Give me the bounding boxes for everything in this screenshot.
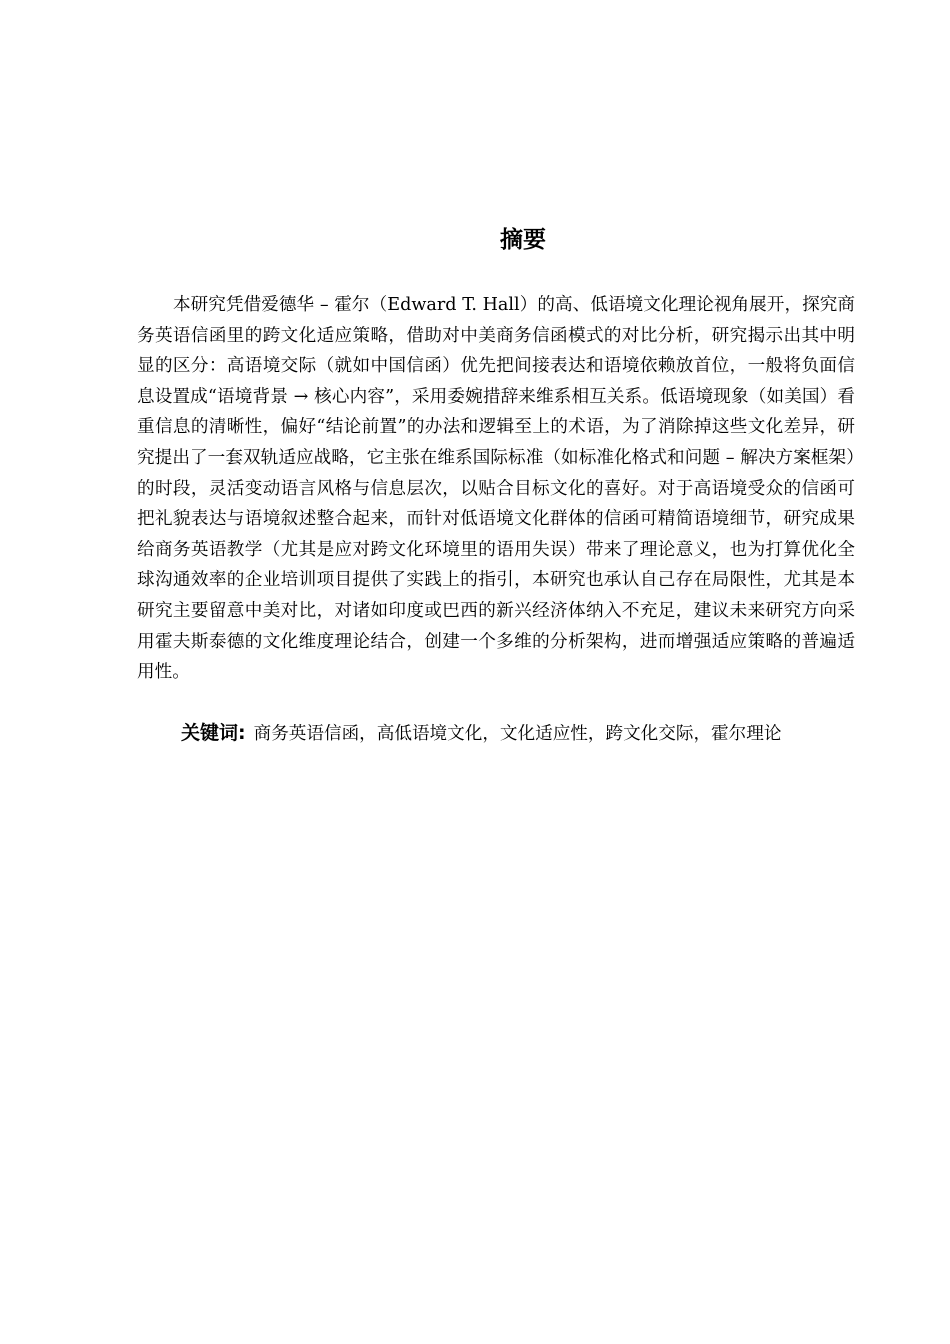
keywords-text: 商务英语信函，高低语境文化，文化适应性，跨文化交际，霍尔理论 bbox=[253, 724, 782, 744]
abstract-body: 本研究凭借爱德华 – 霍尔（Edward T. Hall）的高、低语境文化理论视角展开，探究商务英语信函里的跨文化适应策略，借助对中美商务信函模式的对比分析，研究揭示出其中明显的区分：高语境交际（就如中国信函）优先把间接表达和语境依赖放首位，一般将负面信息设置成“语境背景 → 核心内容”，采用委婉措辞来维系相互关系。低语境现象（如美国）看重信息的清晰性，偏好“结论前置”的办法和逻辑至上的术语，为了消除掉这些文化差异，研究提出了一套双轨适应战略，它主张在维系国际标准（如标准化格式和问题 – 解决方案框架）的时段，灵活变动语言风格与信息层次，以贴合目标文化的喜好。对于高语境受众的信函可把礼貌表达与语境叙述整合起来，而针对低语境文化群体的信函可精简语境细节，研究成果给商务英语教学（尤其是应对跨文化环境里的语用失误）带来了理论意义，也为打算优化全球沟通效率的企业培训项目提供了实践上的指引，本研究也承认自己存在局限性，尤其是本研究主要留意中美对比，对诸如印度或巴西的新兴经济体纳入不充足，建议未来研究方向采用霍夫斯泰德的文化维度理论结合，创建一个多维的分析架构，进而增强适应策略的普遍适用性。 bbox=[137, 295, 855, 683]
keywords-label: 关键词: bbox=[181, 722, 246, 744]
keywords-line bbox=[181, 719, 881, 748]
abstract-title: 摘要 bbox=[500, 227, 546, 253]
